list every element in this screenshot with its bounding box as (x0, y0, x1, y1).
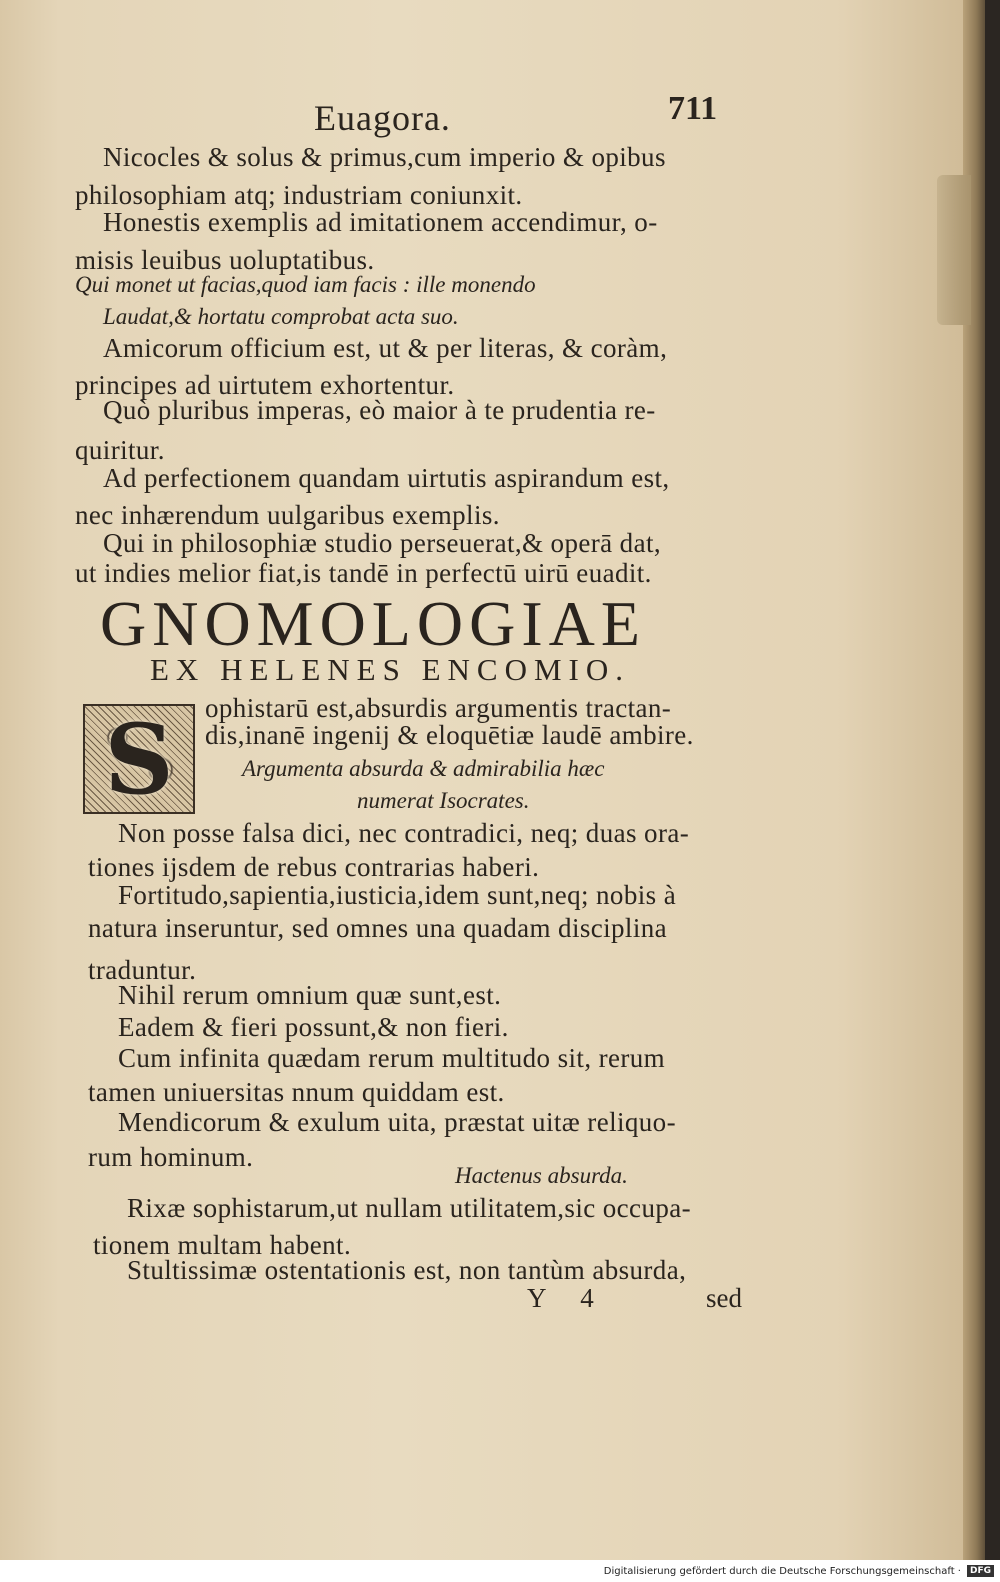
hactenus-line: Hactenus absurda. (455, 1163, 628, 1188)
text-line: tiones ijsdem de rebus contrarias haberi. (88, 852, 540, 882)
page-number: 711 (668, 90, 718, 127)
verse-line: Qui monet ut facias,quod iam facis : ille monendo (75, 272, 536, 297)
credit-text: Digitalisierung gefördert durch die Deutsche Forschungsgemeinschaft · (603, 1565, 961, 1577)
text-line: quiritur. (75, 435, 165, 465)
catchword: sed (706, 1283, 742, 1313)
text-line: Cum infinita quædam rerum multitudo sit, rerum (118, 1043, 666, 1073)
text-line: Amicorum officium est, ut & per literas, & coràm, (103, 333, 668, 363)
running-title: Euagora. (314, 98, 451, 138)
text-line: misis leuibus uoluptatibus. (75, 245, 375, 275)
text-line: principes ad uirtutem exhortentur. (75, 370, 455, 400)
dfg-logo: DFG (967, 1565, 994, 1577)
section-subtitle: EX HELENES ENCOMIO. (150, 652, 630, 687)
text-line: traduntur. (88, 955, 197, 985)
text-line: Stultissimæ ostentationis est, non tantùm absurda, (127, 1255, 687, 1285)
text-line: Mendicorum & exulum uita, præstat uitæ reliquo- (118, 1107, 676, 1137)
text-line: Non posse falsa dici, nec contradici, neq; duas ora- (118, 818, 690, 848)
text-line: Quò pluribus imperas, eò maior à te prudentia re- (103, 395, 656, 425)
text-line: ut indies melior fiat,is tandē in perfectū uirū euadit. (75, 558, 652, 588)
text-line: tamen uniuersitas nnum quiddam est. (88, 1077, 505, 1107)
text-line: Honestis exemplis ad imitationem accendimur, o- (103, 207, 658, 237)
text-line: rum hominum. (88, 1142, 254, 1172)
text-line: natura inseruntur, sed omnes una quadam disciplina (88, 913, 668, 943)
text-line: nec inhærendum uulgaribus exemplis. (75, 500, 500, 530)
italic-note: Argumenta absurda & admirabilia hæc (242, 756, 605, 781)
text-line: Rixæ sophistarum,ut nullam utilitatem,sic occupa- (127, 1193, 692, 1223)
text-line: Nihil rerum omnium quæ sunt,est. (118, 980, 502, 1010)
italic-note: numerat Isocrates. (357, 788, 530, 813)
bookmark-tab (937, 175, 971, 325)
text-line: Ad perfectionem quandam uirtutis aspirandum est, (103, 463, 670, 493)
text-line: dis,inanē ingenij & eloquētiæ laudē ambire. (205, 720, 694, 750)
text-line: ophistarū est,absurdis argumentis tractan- (205, 693, 672, 723)
initial-letter: S (104, 702, 174, 816)
verse-line: Laudat,& hortatu comprobat acta suo. (103, 304, 459, 329)
digitization-credit-bar (0, 1560, 1000, 1582)
section-title: GNOMOLOGIAE (100, 588, 646, 659)
text-line: Nicocles & solus & primus,cum imperio & opibus (103, 142, 666, 172)
text-line: philosophiam atq; industriam coniunxit. (75, 180, 523, 210)
text-line: Fortitudo,sapientia,iusticia,idem sunt,neq; nobis à (118, 880, 677, 910)
text-line: Eadem & fieri possunt,& non fieri. (118, 1012, 509, 1042)
text-line: tionem multam habent. (93, 1230, 352, 1260)
text-line: Qui in philosophiæ studio perseuerat,& operā dat, (103, 528, 662, 558)
signature-mark: Y 4 (527, 1283, 608, 1313)
decorated-initial (83, 704, 195, 814)
